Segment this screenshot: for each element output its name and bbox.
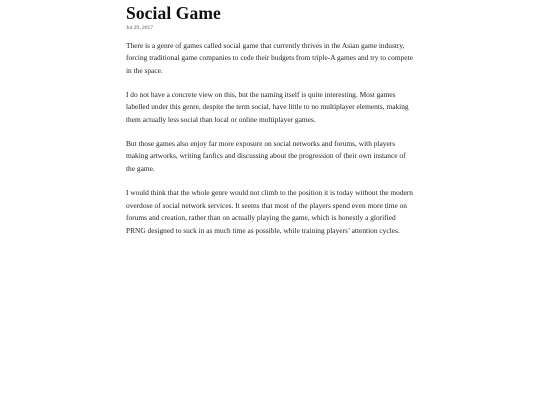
paragraph-3: But those games also enjoy far more exposure on social networks and forums, with players making artworks, writing fanfics and discussing about the progression of their own instance of the game. [126, 138, 406, 174]
paragraph-1: There is a genre of games called social game that currently thrives in the Asian game industry, forcing traditional game companies to cede their budgets from triple-A games and try to compete in the space. [126, 40, 413, 75]
post-date: Jul 29, 2017 [126, 25, 154, 31]
paragraph-4: I would think that the whole genre would not climb to the position it is today without the modern overdose of social network services. It seems that most of the players spend even more time on forums and creation, rather than on actually playing the game, which is honestly a glorified PRNG designed to suck in as much time as possible, while training players’ attention cycles. [126, 188, 413, 235]
post-title: Social Game [126, 3, 221, 23]
paragraph-2: I do not have a concrete view on this, but the naming itself is quite interesting. Most games labelled under this genre, despite the term social, have little to no multiplayer elements, making them actually less social than local or online multiplayer games. [126, 89, 409, 124]
blog-post [126, 3, 416, 237]
post-body [126, 40, 416, 238]
